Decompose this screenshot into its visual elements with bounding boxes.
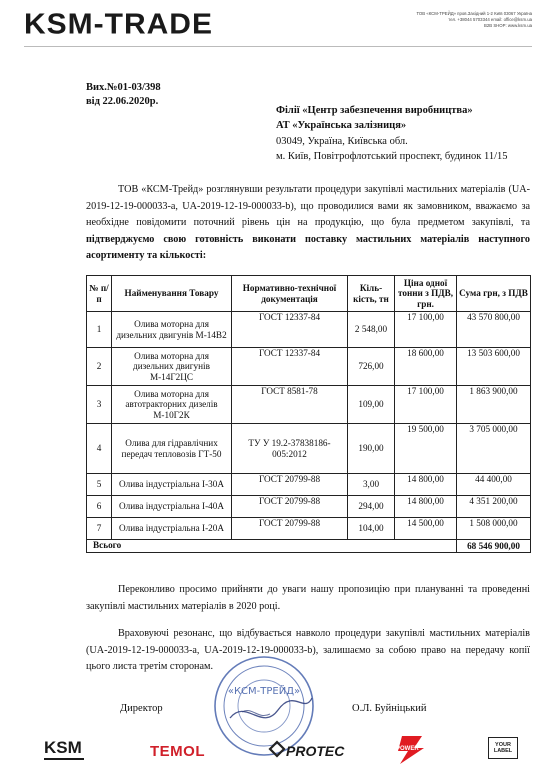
resonance-paragraph: Враховуючі резонанс, що відбувається навколо процедури закупівлі мастильних матеріалів (UA-2019-12-19-000033-a, UA-2019-12-19-000033-b), залишаємо за собою право на передачу копії цього листа третім сторонам.: [86, 628, 530, 672]
ksm-brand-logo: [44, 740, 88, 762]
intro-text: ТОВ «КСМ-Трейд» розглянувши результати процедури закупівлі мастильних матеріалів (UA-2019-12-19-000033-a, UA-2019-12-19-000033-b), що проводилися вами як замовником, вважаємо за необхідне повідомити поточний рівень цін на продукцію, що була предметом закупівлі, та: [86, 184, 530, 228]
row-no: 4: [87, 424, 112, 474]
table-row: [87, 424, 531, 474]
row-qty: 726,00: [348, 348, 395, 386]
ksm-brand-text: KSM: [44, 738, 82, 757]
row-price: 14 800,00: [395, 474, 457, 496]
row-no: 2: [87, 348, 112, 386]
your-label-text: YOUR LABEL: [493, 742, 513, 754]
product-table: [86, 275, 531, 553]
row-no: 6: [87, 496, 112, 518]
row-name: Олива індустріальна І-40А: [112, 496, 232, 518]
row-standard: ГОСТ 12337-84: [232, 348, 348, 386]
protec-brand-logo: PROTEC: [286, 743, 345, 759]
row-price: 14 800,00: [395, 496, 457, 518]
recipient-line-3: 03049, Україна, Київська обл.: [276, 136, 408, 147]
protec-mark-icon: [268, 740, 286, 758]
header-shop: B2B SHOP: www.ksm.ua: [484, 23, 532, 28]
row-qty: 190,00: [348, 424, 395, 474]
row-price: 19 500,00: [395, 424, 457, 474]
table-row: [87, 312, 531, 348]
table-row: [87, 348, 531, 386]
row-standard: ТУ У 19.2-37838186-005:2012: [232, 424, 348, 474]
row-sum: 1 508 000,00: [457, 518, 531, 540]
table-total-row: [87, 540, 531, 553]
row-qty: 2 548,00: [348, 312, 395, 348]
header-contacts: тел. +38044 5703344 email: office@ksm.ua: [448, 17, 532, 22]
row-price: 14 500,00: [395, 518, 457, 540]
header-divider: [24, 46, 532, 47]
outgoing-number: Вих.№01-03/398: [86, 82, 161, 93]
company-logo: KSM-TRADE: [24, 8, 213, 41]
row-qty: 3,00: [348, 474, 395, 496]
row-price: 17 100,00: [395, 386, 457, 424]
row-standard: ГОСТ 20799-88: [232, 496, 348, 518]
intro-confirmation: підтверджуємо свою готовність виконати поставку мастильних матеріалів наступного асортименту та кількості:: [86, 233, 530, 261]
row-name: Олива індустріальна І-20А: [112, 518, 232, 540]
request-paragraph: Переконливо просимо прийняти до уваги нашу пропозицію при плануванні та проведенні закупівлі мастильних матеріалів в 2020 році.: [86, 584, 530, 612]
row-no: 5: [87, 474, 112, 496]
recipient-line-2: АТ «Українська залізниця»: [276, 120, 407, 131]
row-sum: 43 570 800,00: [457, 312, 531, 348]
row-qty: 294,00: [348, 496, 395, 518]
recipient-line-1: Філії «Центр забезпечення виробництва»: [276, 105, 473, 116]
row-standard: ГОСТ 12337-84: [232, 312, 348, 348]
row-sum: 1 863 900,00: [457, 386, 531, 424]
stamp-text: «КСМ-ТРЕЙД»: [227, 686, 301, 697]
table-row: [87, 474, 531, 496]
row-sum: 3 705 000,00: [457, 424, 531, 474]
row-name: Олива моторна для автотракторних дизелів М-10Г2К: [112, 386, 232, 424]
row-standard: ГОСТ 20799-88: [232, 518, 348, 540]
row-no: 1: [87, 312, 112, 348]
row-standard: ГОСТ 20799-88: [232, 474, 348, 496]
row-name: Олива моторна для дизельних двигунів М-14Г2ЦС: [112, 348, 232, 386]
table-header-row: [87, 276, 531, 312]
row-standard: ГОСТ 8581-78: [232, 386, 348, 424]
your-label-brand-logo: [488, 737, 518, 759]
row-sum: 44 400,00: [457, 474, 531, 496]
col-header-price: Ціна одної тонни з ПДВ, грн.: [395, 276, 457, 312]
table-row: [87, 386, 531, 424]
row-qty: 104,00: [348, 518, 395, 540]
row-price: 17 100,00: [395, 312, 457, 348]
col-header-no: № п/п: [87, 276, 112, 312]
intro-paragraph: [86, 182, 530, 265]
row-no: 7: [87, 518, 112, 540]
col-header-standard: Нормативно-технічної документація: [232, 276, 348, 312]
header-address: ТОВ «КСМ-ТРЕЙД» пров.Західний 1-2 Київ 03067 Україна: [416, 11, 532, 16]
total-value: 68 546 900,00: [457, 540, 531, 553]
row-sum: 4 351 200,00: [457, 496, 531, 518]
table-row: [87, 496, 531, 518]
row-name: Олива індустріальна І-30А: [112, 474, 232, 496]
total-label: Всього: [87, 540, 457, 553]
col-header-sum: Сума грн, з ПДВ: [457, 276, 531, 312]
signer-name: О.Л. Буйніцький: [352, 703, 427, 714]
row-name: Олива для гідравлічних передач тепловозів ГТ-50: [112, 424, 232, 474]
recipient-line-4: м. Київ, Повітрофлотський проспект, будинок 11/15: [276, 151, 508, 162]
power-brand-logo: [394, 735, 428, 765]
power-brand-text: POWER: [396, 746, 419, 752]
row-price: 18 600,00: [395, 348, 457, 386]
row-name: Олива моторна для дизельних двигунів М-14В2: [112, 312, 232, 348]
table-row: [87, 518, 531, 540]
signer-title: Директор: [120, 703, 163, 714]
ksm-underline: [44, 758, 84, 760]
row-no: 3: [87, 386, 112, 424]
letter-date: від 22.06.2020р.: [86, 96, 159, 107]
col-header-qty: Кіль-кість, тн: [348, 276, 395, 312]
row-qty: 109,00: [348, 386, 395, 424]
row-sum: 13 503 600,00: [457, 348, 531, 386]
temol-brand-logo: TEMOL: [150, 743, 205, 760]
col-header-name: Найменування Товару: [112, 276, 232, 312]
